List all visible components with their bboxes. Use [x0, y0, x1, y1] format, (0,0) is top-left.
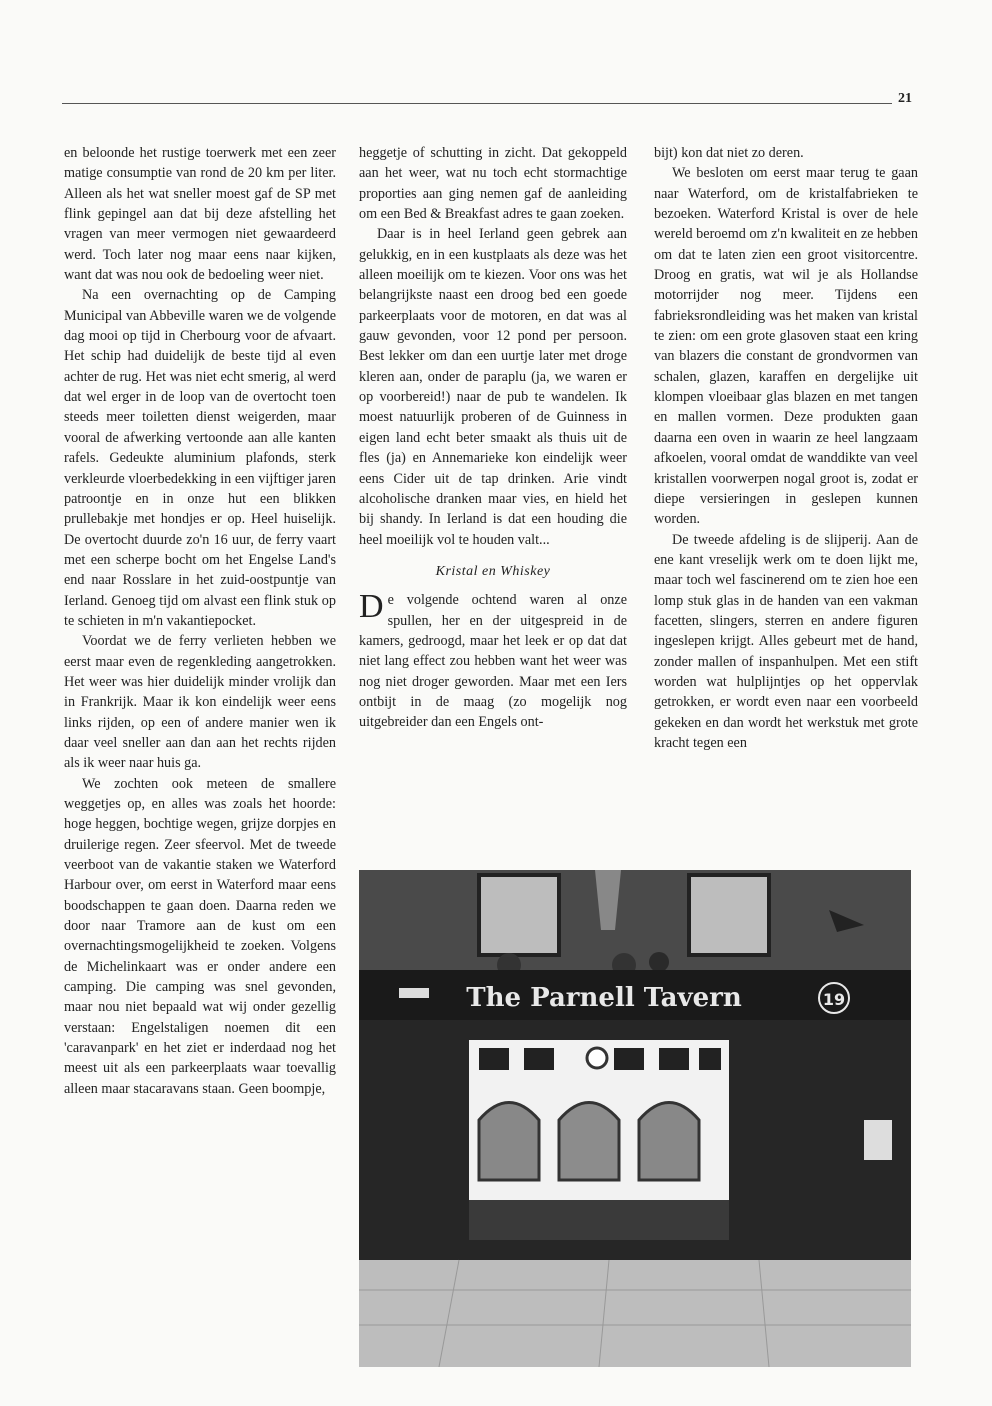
- section-subheading: Kristal en Whiskey: [435, 563, 551, 579]
- door-number: 19: [822, 990, 846, 1009]
- paragraph: We besloten om eerst maar terug te gaan naar Waterford, om de kristalfabrieken te bezoeken. Waterford Kristal is over de hele wereld beroemd om z'n kwaliteit en ze hebben om dat te laten zien een groot visitorcentre. Droog en gratis, wat wil je als Hollandse motorrijder nog meer. Tijdens een fabrieksrondleiding was het maken van kristal te zien: om een grote glasoven staat een kring van blazers die constant de grondvormen van schalen, glazen, karaffen en dergelijke uit klompen vloeibaar glas blazen en met tangen en mallen vormen. Deze produkten gaan daarna een oven in waarin ze heel langzaam afkoelen, vooral omdat de wanddikte van veel kristallen voorwerpen nogal groot is, zodat er diepe versieringen in geslepen kunnen worden.: [654, 165, 918, 528]
- header-rule: [62, 103, 892, 104]
- pub-photo: [359, 870, 911, 1367]
- paragraph: Daar is in heel Ierland geen gebrek aan gelukkig, en in een kustplaats als deze was het alleen moeilijk om te kiezen. Voor ons was het belangrijkste naast een droog bed een goede parkeerplaats voor de motoren, en dat was al gauw gevonden, voor 12 pond per persoon. Best lekker om dan een uurtje later met droge kleren aan, onder de paraplu (ja, we waren er op voorbereid!) naar de pub te wandelen. Ik moest natuurlijk proberen of de Guinness in eigen land echt beter smaakt als thuis uit de fles (ja) en Annemarieke kon eindelijk weer eens Cider uit de tap drinken. Arie vindt alcoholische dranken maar vies, en hield het bij shandy. In Ierland is dat een houding die heel moeilijk vol te houden valt...: [359, 226, 627, 548]
- column-3: [654, 143, 918, 753]
- column-2: [359, 143, 627, 733]
- drop-cap: D: [359, 588, 384, 626]
- sign-text: The Parnell Tavern: [466, 983, 742, 1013]
- page-number: 21: [898, 91, 912, 106]
- column-1: [64, 143, 336, 1099]
- paragraph-dropcap: [359, 590, 627, 732]
- paragraph: Voordat we de ferry verlieten hebben we eerst maar even de regenkleding aangetrokken. Het weer was hier duidelijk minder vrolijk dan in Frankrijk. Maar ik kon eindelijk weer eens links rijden, op een of andere manier wen ik daar veel sneller aan dan aan het rechts rijden als ik weer naar huis ga.: [64, 633, 336, 772]
- paragraph: De tweede afdeling is de slijperij. Aan de ene kant vreselijk werk om te doen lijkt me, maar toch wel fascinerend om te zien hoe een lomp stuk glas in de handen van een vakman facetten, slingers, sterren en andere figuren ingeslepen krijgt. Alles gebeurt met de hand, zonder mallen of inspanhulpen. Met een stift worden wat hulplijntjes op het oppervlak getrokken, er wordt even naar een voorbeeld gekeken en dan wordt het werkstuk met grote kracht tegen een: [654, 531, 918, 751]
- paragraph-text: e volgende ochtend waren al onze spullen, her en der uitgespreid in de kamers, gedroogd, maar het leek er op dat dat niet lang effect zou hebben want het weer was nog niet droger geworden. Maar met een Iers ontbijt in de maag (zo mogelijk nog uitgebreider dan een Engels ont-: [359, 592, 627, 731]
- paragraph: bijt) kon dat niet zo deren.: [654, 145, 804, 161]
- paragraph: We zochten ook meteen de smallere weggetjes op, en alles was zoals het hoorde: hoge heggen, bochtige wegen, grijze dorpjes en druilerige regen. Zeer sfeervol. Met de tweede veerboot van de vakantie staken we Waterford Harbour over, om eerst in Waterford maar eens boodschappen te gaan doen. Daarna reden we door naar Tramore aan de kust om een overnachtingsmogelijkheid te zoeken. Volgens de Michelinkaart was er onder andere een camping. Die camping was snel gevonden, maar nou niet bepaald wat wij onder gezellig verstaan: Engelstaligen noemen dit een 'caravanpark' en het ziet er inderdaad nog het meest uit als een parkeerplaats waar toevallig alleen maar stacaravans staan. Geen boompje,: [64, 775, 336, 1097]
- paragraph: Na een overnachting op de Camping Municipal van Abbeville waren we de volgende dag mooi op tijd in Cherbourg voor de afvaart. Het schip had duidelijk de beste tijd al even achter de rug. Het was niet echt smerig, al werd dat wel erger in de loop van de overtocht toen steeds meer toiletten dienst weigerden, maar vooral de afwerking vertoonde aan alle kanten rafels. Gedeukte aluminium plafonds, sterk verkleurde vloerbedekking in een vijftiger jaren patroontje en in onze hut een blikken prullebakje met hondjes er op. Heel huiselijk. De overtocht duurde zo'n 16 uur, de ferry vaart met een scherpe bocht om het Engelse Land's end naar Rosslare in het zuid-oostpuntje van Ierland. Genoeg tijd om alvast een flink stuk op te schieten in m'n vakantiepocket.: [64, 287, 336, 629]
- pub-facade-illustration: [359, 870, 911, 1367]
- paragraph: heggetje of schutting in zicht. Dat gekoppeld aan het weer, wat nu toch echt stormachtige proporties aan ging nemen gaf de aanleiding om een Bed & Breakfast adres te gaan zoeken.: [359, 145, 627, 223]
- paragraph: en beloonde het rustige toerwerk met een zeer matige consumptie van rond de 20 km per liter. Alleen als het wat sneller moest gaf de SP met flink gepingel aan dat bij deze afstelling het vragen van meer vermogen niet gewaardeerd werd. Toch later nog maar eens naar kijken, want dat was nou ook de bedoeling weer niet.: [64, 145, 336, 284]
